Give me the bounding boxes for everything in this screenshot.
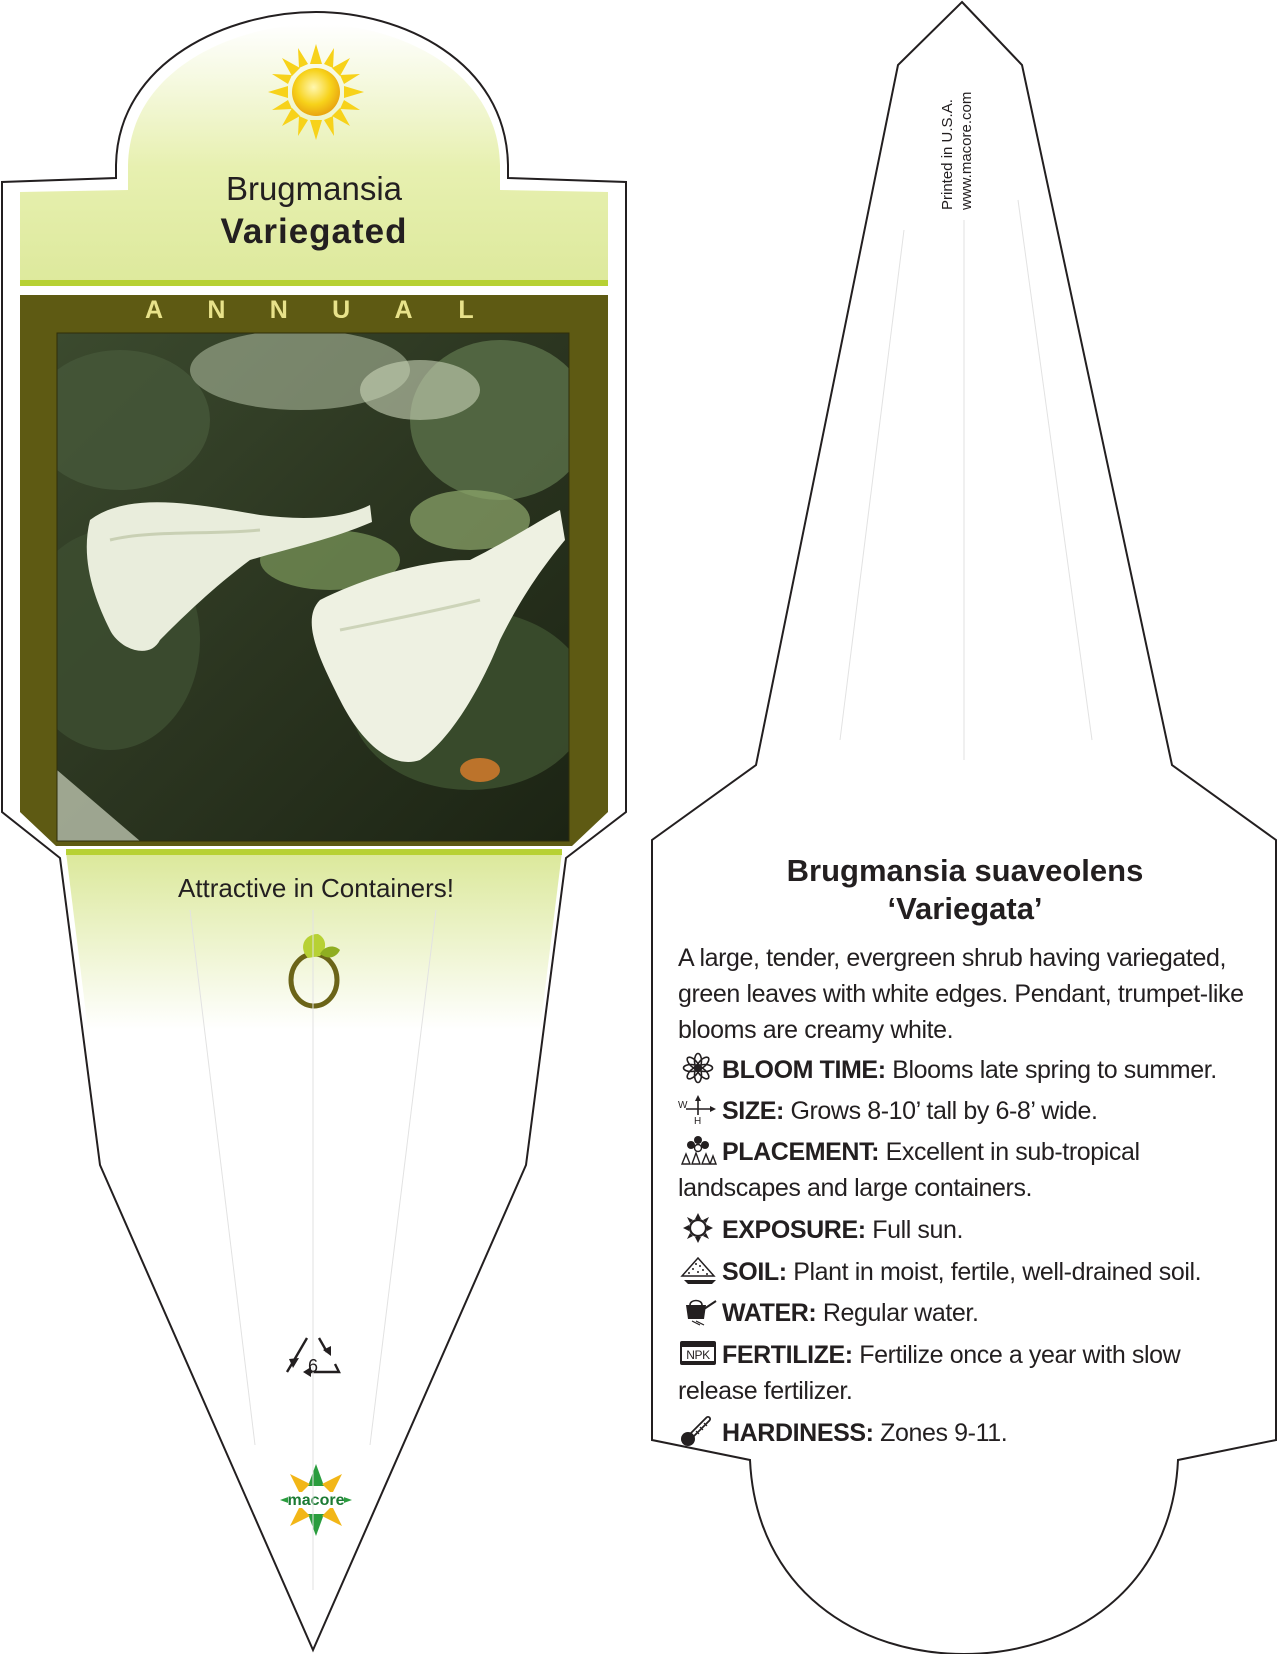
brand-wordmark: macore	[287, 1492, 345, 1509]
soil-icon	[678, 1254, 718, 1286]
attr-soil	[678, 1254, 1258, 1290]
attr-label: SOIL:	[722, 1258, 787, 1286]
attr-label: FERTILIZE:	[722, 1341, 853, 1369]
print-info	[938, 92, 976, 210]
watering-can-icon	[678, 1295, 718, 1327]
category-letter: N	[269, 296, 288, 324]
attr-label: HARDINESS:	[722, 1419, 874, 1447]
attr-label: PLACEMENT:	[722, 1138, 880, 1166]
attr-placement	[678, 1134, 1258, 1206]
svg-text:NPK: NPK	[686, 1348, 710, 1362]
sun-icon	[268, 44, 364, 140]
placement-icon	[678, 1134, 718, 1166]
svg-text:W: W	[678, 1100, 688, 1111]
svg-text:H: H	[694, 1116, 701, 1125]
category-letter: A	[144, 296, 164, 324]
category-letter: U	[332, 296, 351, 324]
macore-logo	[280, 1464, 352, 1536]
printed-in: Printed in U.S.A.	[939, 99, 956, 210]
attr-bloom-time	[678, 1052, 1258, 1088]
attr-text: Grows 8-10’ tall by 6-8’ wide.	[790, 1097, 1098, 1125]
attr-label: EXPOSURE:	[722, 1216, 866, 1244]
plant-photo	[20, 330, 590, 841]
attr-text: Full sun.	[872, 1216, 964, 1244]
size-icon	[678, 1093, 718, 1125]
attr-text: Blooms late spring to summer.	[892, 1056, 1217, 1084]
thermometer-icon	[678, 1415, 718, 1447]
npk-icon	[678, 1337, 718, 1369]
scientific-name: Brugmansia suaveolens	[786, 853, 1144, 888]
recycle-code: 6	[307, 1356, 318, 1376]
category-letter: N	[207, 296, 226, 324]
attr-text: Plant in moist, fertile, well-drained soil.	[793, 1258, 1202, 1286]
attr-text: Zones 9-11.	[880, 1419, 1008, 1447]
cultivar-name: ‘Variegata’	[887, 891, 1043, 926]
plant-description: A large, tender, evergreen shrub having variegated, green leaves with white edges. Pendant, trumpet-like blooms are creamy white.	[678, 944, 1244, 1044]
attr-fertilize	[678, 1337, 1258, 1409]
sun-icon	[678, 1212, 718, 1244]
attr-label: SIZE:	[722, 1097, 784, 1125]
website: www.macore.com	[958, 91, 975, 210]
category-letter: A	[394, 296, 413, 324]
flower-icon	[678, 1052, 718, 1084]
tagline: Attractive in Containers!	[177, 873, 454, 903]
variety-name: Variegated	[220, 212, 408, 251]
attr-label: BLOOM TIME:	[722, 1056, 886, 1084]
lime-stripe-top	[20, 280, 608, 286]
category-letter: L	[458, 296, 474, 324]
attr-text: Fertilize once a year with slow release fertilizer.	[678, 1341, 1181, 1405]
attr-water	[678, 1295, 1258, 1331]
attr-label: WATER:	[722, 1299, 817, 1327]
attr-exposure	[678, 1212, 1258, 1248]
attr-hardiness	[678, 1415, 1258, 1451]
attr-size	[678, 1093, 1258, 1129]
attr-text: Excellent in sub-tropical landscapes and large containers.	[678, 1138, 1140, 1202]
genus-name: Brugmansia	[225, 170, 403, 207]
category-label	[140, 296, 480, 325]
attr-text: Regular water.	[822, 1299, 979, 1327]
lime-stripe-bottom	[66, 849, 562, 855]
